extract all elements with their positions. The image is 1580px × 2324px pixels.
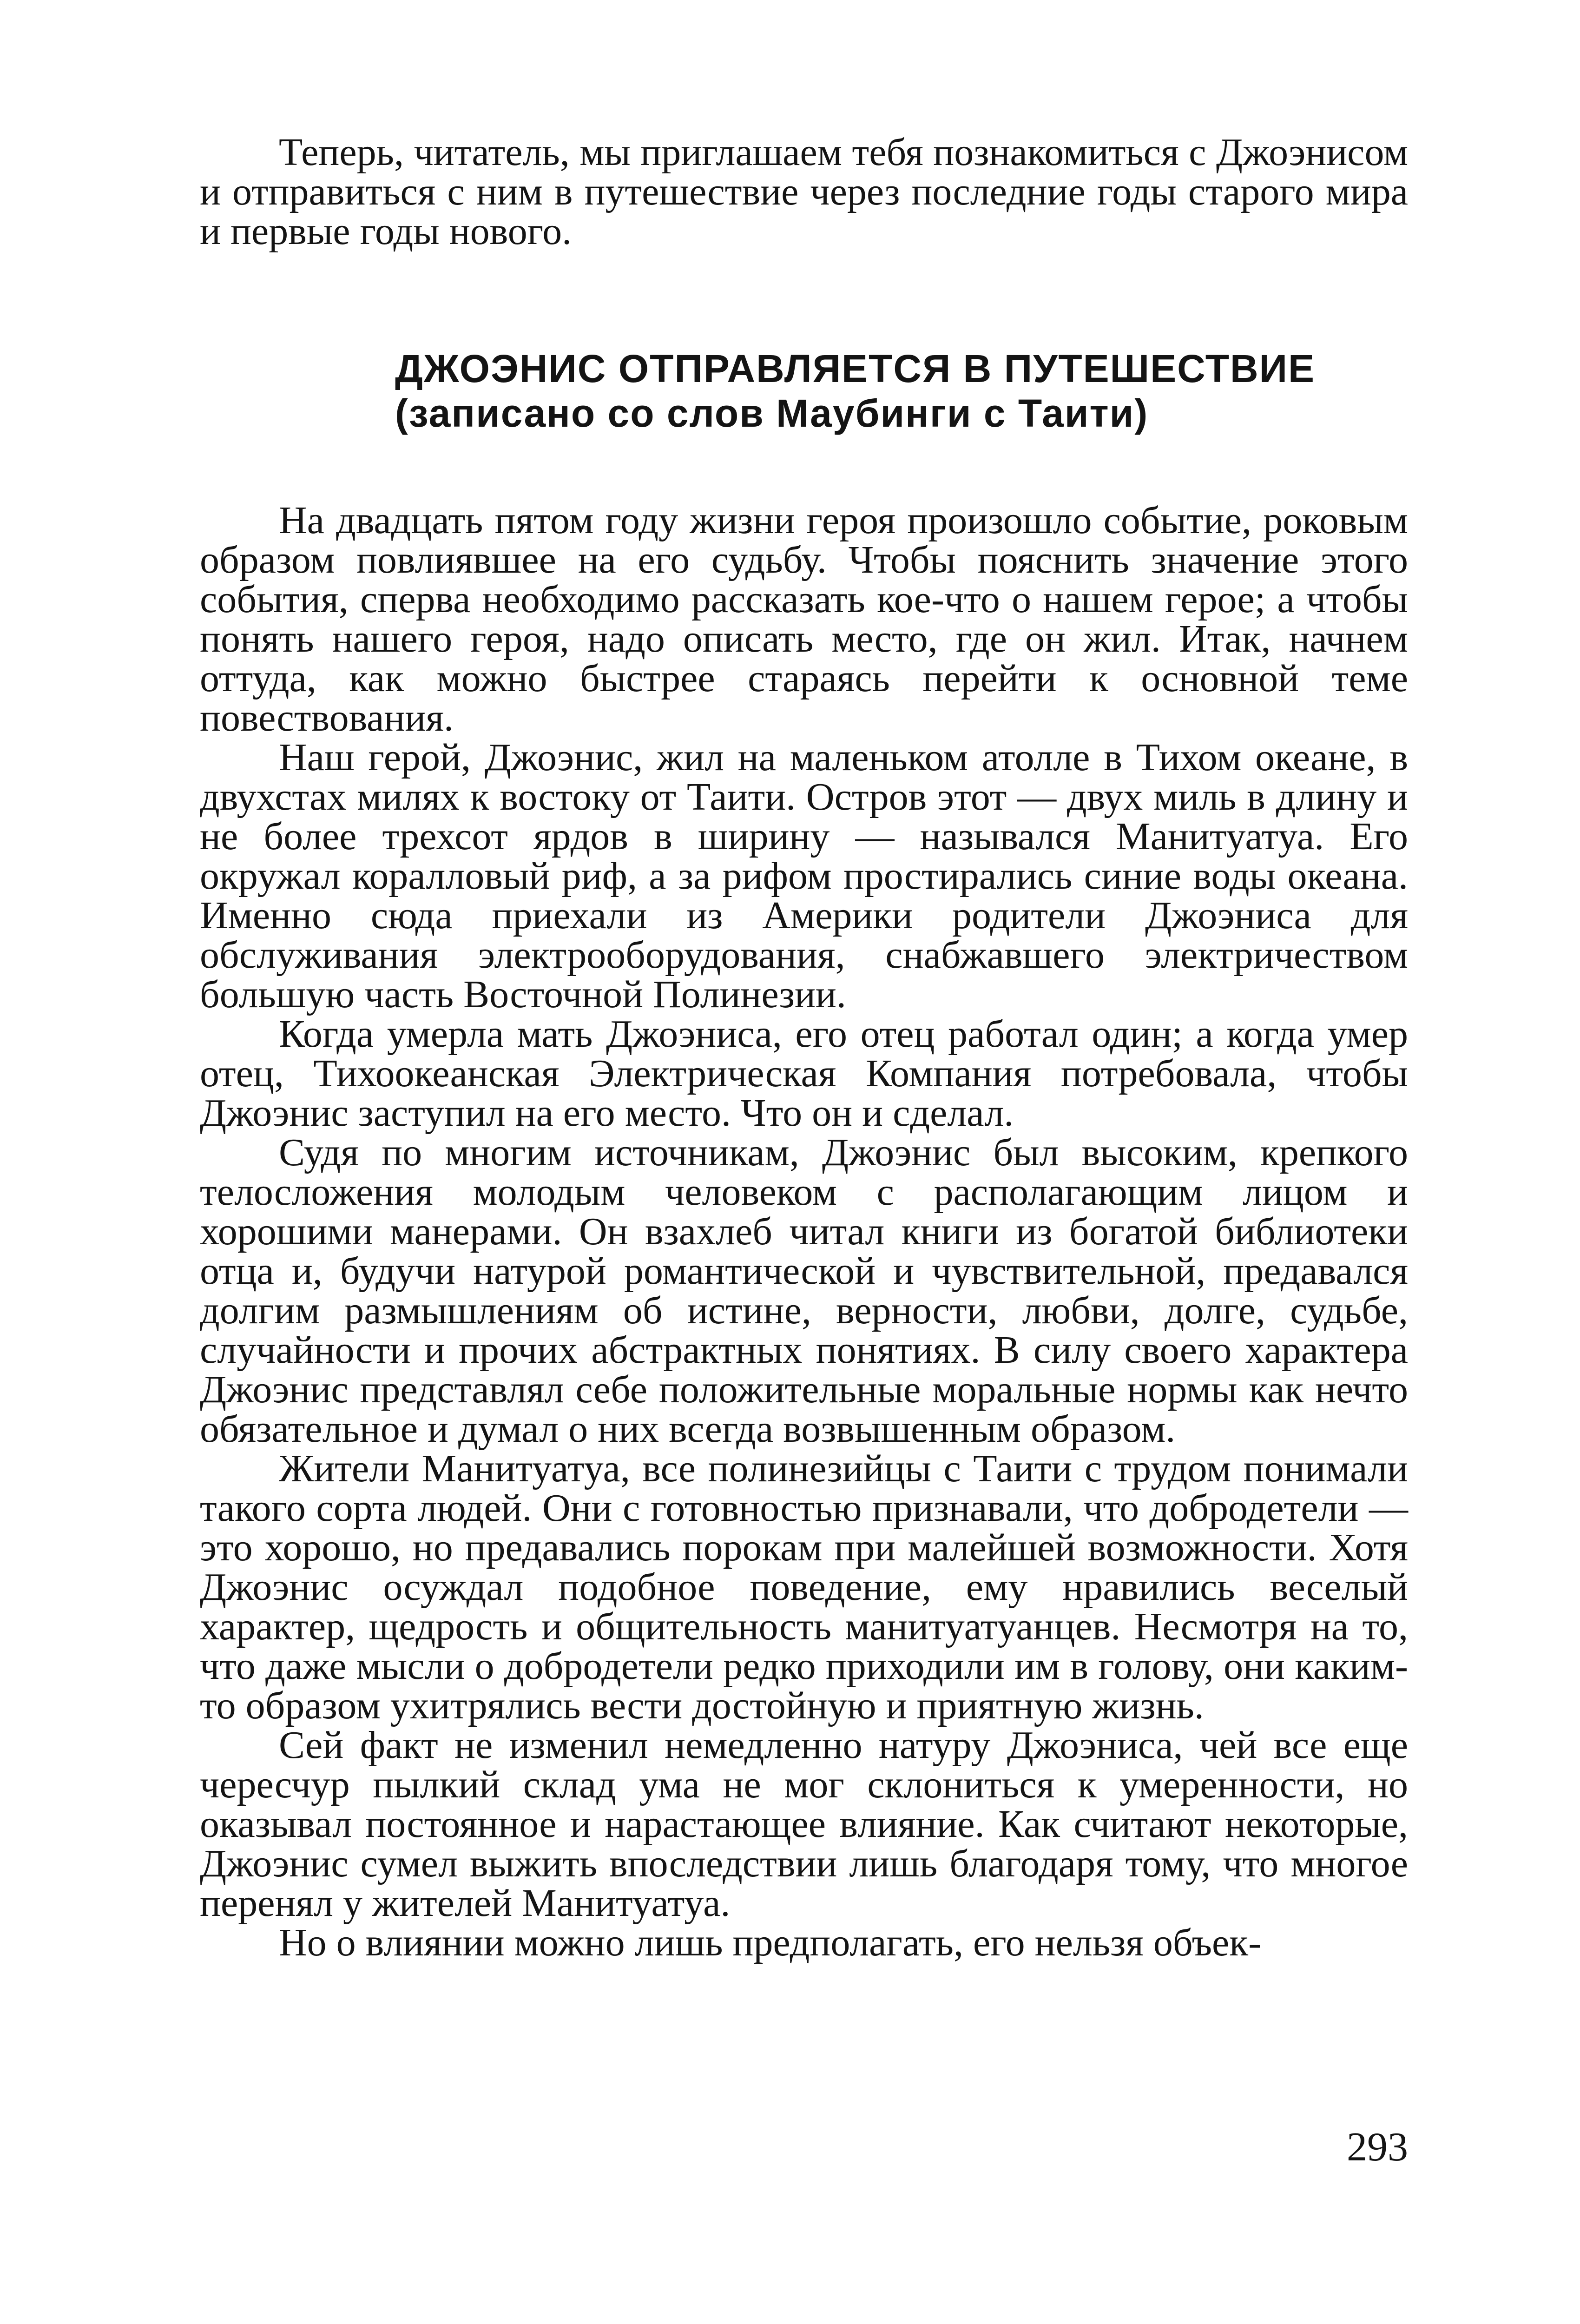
body-paragraph: Но о влиянии можно лишь предполагать, его нельзя объек- <box>279 1921 1262 1964</box>
chapter-heading <box>200 346 1408 436</box>
page-number: 293 <box>1347 2125 1408 2170</box>
body-paragraph: На двадцать пятом году жизни героя произошло событие, роковым образом повлиявшее на его судьбу. Чтобы пояснить значение этого события, сперва необходимо рассказать кое-что о нашем герое; а чтобы понять нашего героя, надо описать место, где он жил. Итак, начнем оттуда, как можно быстрее стараясь перейти к основной теме повествования. <box>200 499 1408 739</box>
chapter-body <box>200 501 1408 1962</box>
book-page <box>200 132 1408 1962</box>
intro-paragraph: Теперь, читатель, мы приглашаем тебя познакомиться с Джоэнисом и отправиться с ним в путешествие через последние годы старого мира и первые годы нового. <box>200 131 1408 253</box>
chapter-subtitle: (записано со слов Маубинги с Таити) <box>395 391 1149 435</box>
body-paragraph: Когда умерла мать Джоэниса, его отец работал один; а когда умер отец, Тихоокеанская Электрическая Компания потребовала, чтобы Джоэнис заступил на его место. Что он и сделал. <box>200 1012 1408 1135</box>
chapter-title: ДЖОЭНИС ОТПРАВЛЯЕТСЯ В ПУТЕШЕСТВИЕ <box>395 347 1316 390</box>
body-paragraph: Сей факт не изменил немедленно натуру Джоэниса, чей все еще чересчур пылкий склад ума не мог склониться к умеренности, но оказывал постоянное и нарастающее влияние. Как считают некоторые, Джоэнис сумел выжить впоследствии лишь благодаря тому, что многое перенял у жителей Манитуатуа. <box>200 1723 1408 1925</box>
body-paragraph: Судя по многим источникам, Джоэнис был высоким, крепкого телосложения молодым человеком с располагающим лицом и хорошими манерами. Он взахлеб читал книги из богатой библиотеки отца и, будучи натурой романтической и чувствительной, предавался долгим размышлениям об истине, верности, любви, долге, судьбе, случайности и прочих абстрактных понятиях. В силу своего характера Джоэнис представлял себе положительные моральные нормы как нечто обязательное и думал о них всегда возвышенным образом. <box>200 1131 1408 1451</box>
body-paragraph: Жители Манитуатуа, все полинезийцы с Таити с трудом понимали такого сорта людей. Они с готовностью признавали, что добродетели — это хорошо, но предавались порокам при малейшей возможности. Хотя Джоэнис осуждал подобное поведение, ему нравились веселый характер, щедрость и общительность манитуатуанцев. Несмотря на то, что даже мысли о добродетели редко приходили им в голову, они каким-то образом ухитрялись вести достойную и приятную жизнь. <box>200 1447 1408 1727</box>
body-paragraph: Наш герой, Джоэнис, жил на маленьком атолле в Тихом океане, в двухстах милях к востоку от Таити. Остров этот — двух миль в длину и не более трехсот ярдов в ширину — назывался Манитуатуа. Его окружал коралловый риф, а за рифом простирались синие воды океана. Именно сюда приехали из Америки родители Джоэниса для обслуживания электрооборудования, снабжавшего электричеством большую часть Восточной Полинезии. <box>200 736 1408 1016</box>
